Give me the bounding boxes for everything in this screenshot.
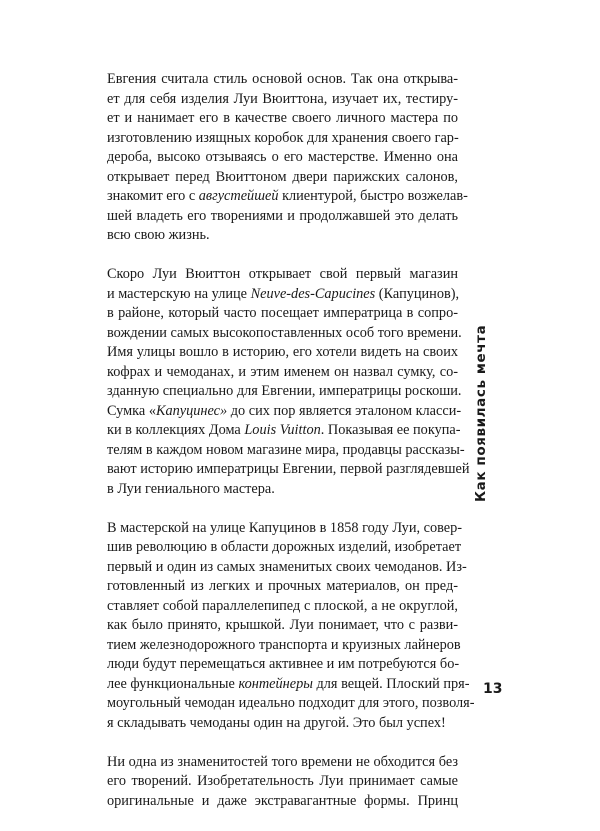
text-line bbox=[107, 90, 458, 110]
text-run: как было принято, крышкой. Луи понимает, что с разви- bbox=[107, 617, 458, 633]
text-line bbox=[107, 421, 461, 441]
text-line bbox=[107, 70, 458, 90]
text-run: Имя улицы вошло в историю, его хотели видеть на своих bbox=[107, 344, 458, 360]
text-line bbox=[107, 772, 458, 792]
text-line bbox=[107, 363, 458, 383]
text-line bbox=[107, 148, 458, 168]
text-line bbox=[107, 460, 470, 480]
text-run: ставляет собой параллелепипед с плоской, а не округлой, bbox=[107, 597, 458, 614]
italic-phrase: Капуцинес» bbox=[156, 402, 228, 419]
text-run: Евгения считала стиль основой основ. Так она открыва- bbox=[107, 71, 458, 87]
text-run: (Капуцинов), bbox=[375, 285, 460, 302]
text-run: тием железнодорожного транспорта и круизных лайнеров bbox=[107, 636, 461, 653]
text-run: оригинальные и даже экстравагантные формы. Принц bbox=[107, 792, 458, 809]
text-line bbox=[107, 109, 458, 129]
text-line bbox=[107, 616, 458, 636]
text-line bbox=[107, 187, 468, 207]
text-run: в районе, который часто посещает императрица в сопро- bbox=[107, 305, 458, 321]
text-line bbox=[107, 675, 470, 695]
text-line bbox=[107, 577, 458, 597]
text-line bbox=[107, 129, 458, 149]
italic-phrase: контейнеры bbox=[238, 675, 313, 692]
text-line bbox=[107, 441, 465, 461]
text-line bbox=[107, 324, 462, 344]
paragraph bbox=[107, 70, 468, 246]
text-run: ет и нанимает его в качестве своего личного мастера по bbox=[107, 110, 458, 126]
text-run: для вещей. Плоский пря- bbox=[312, 675, 470, 692]
text-run: моугольный чемодан идеально подходит для этого, позволя- bbox=[107, 695, 475, 711]
text-line bbox=[107, 655, 458, 675]
text-run: вают историю императрицы Евгении, первой разглядевшей bbox=[107, 461, 470, 477]
text-run: кофрах и чемоданах, и этим именем он назвал сумку, со- bbox=[107, 363, 458, 380]
text-run: телям в каждом новом магазине мира, продавцы рассказы- bbox=[107, 441, 465, 458]
text-line bbox=[107, 343, 458, 363]
text-line bbox=[107, 753, 458, 773]
italic-phrase: августейшей bbox=[198, 188, 279, 204]
paragraph bbox=[107, 753, 458, 812]
text-run: первый и один из самых знаменитых своих чемоданов. Из- bbox=[107, 558, 467, 575]
text-run: его творений. Изобретательность Луи принимает самые bbox=[107, 773, 458, 789]
text-run: знакомит его с bbox=[107, 188, 199, 204]
text-run: Сумка « bbox=[107, 402, 156, 419]
text-line bbox=[107, 597, 458, 617]
italic-phrase: Neuve-des-Capucines bbox=[250, 285, 376, 302]
text-run: Скоро Луи Вюиттон открывает свой первый магазин bbox=[107, 266, 458, 282]
text-column bbox=[107, 70, 475, 831]
text-run: вождении самых высокопоставленных особ того времени. bbox=[107, 324, 462, 341]
text-run: зданную специально для Евгении, императрицы роскоши. bbox=[107, 383, 462, 399]
text-line bbox=[107, 207, 458, 227]
text-line bbox=[107, 168, 458, 188]
text-run: . Показывая ее покупа- bbox=[320, 422, 461, 438]
text-line bbox=[107, 226, 458, 246]
text-run: открывает перед Вюиттоном двери парижских салонов, bbox=[107, 168, 458, 185]
text-run: лее функциональные bbox=[107, 675, 239, 692]
text-line bbox=[107, 538, 462, 558]
running-header: Как появилась мечта bbox=[473, 324, 489, 502]
text-line bbox=[107, 285, 458, 305]
text-line bbox=[107, 636, 461, 656]
page-number: 13 bbox=[483, 681, 503, 697]
text-run: готовленный из легких и прочных материалов, он пред- bbox=[107, 578, 458, 594]
paragraph bbox=[107, 519, 475, 734]
text-run: люди будут перемещаться активнее и им потребуются бо- bbox=[107, 656, 460, 672]
text-line bbox=[107, 694, 475, 714]
text-run: дероба, высоко отзываясь о его мастерстве. Именно она bbox=[107, 149, 458, 165]
text-run: до сих пор является эталоном класси- bbox=[227, 402, 462, 419]
text-run: всю свою жизнь. bbox=[107, 227, 210, 243]
text-run: в Луи гениального мастера. bbox=[107, 480, 275, 497]
text-line bbox=[107, 265, 458, 285]
text-line bbox=[107, 792, 458, 812]
text-run: ет для себя изделия Луи Вюиттона, изучает их, тестиру- bbox=[107, 90, 458, 107]
text-run: ки в коллекциях Дома bbox=[107, 422, 245, 438]
text-line bbox=[107, 519, 463, 539]
text-run: изготовлению изящных коробок для хранения своего гар- bbox=[107, 129, 459, 146]
text-line bbox=[107, 402, 462, 422]
text-run: Ни одна из знаменитостей того времени не обходится без bbox=[107, 753, 458, 770]
text-run: шей владеть его творениями и продолжавшей это делать bbox=[107, 207, 458, 224]
text-run: шив революцию в области дорожных изделий, изобретает bbox=[107, 539, 462, 555]
text-run: клиентурой, быстро возжелав- bbox=[278, 188, 468, 204]
text-line bbox=[107, 304, 458, 324]
italic-phrase: Louis Vuitton bbox=[244, 422, 321, 438]
text-run: В мастерской на улице Капуцинов в 1858 году Луи, совер- bbox=[107, 519, 463, 536]
text-line bbox=[107, 558, 467, 578]
text-line bbox=[107, 480, 458, 500]
text-run: я складывать чемоданы один на другой. Это был успех! bbox=[107, 714, 446, 731]
paragraph bbox=[107, 265, 470, 499]
text-line bbox=[107, 714, 458, 734]
text-line bbox=[107, 382, 462, 402]
text-run: и мастерскую на улице bbox=[107, 285, 251, 302]
